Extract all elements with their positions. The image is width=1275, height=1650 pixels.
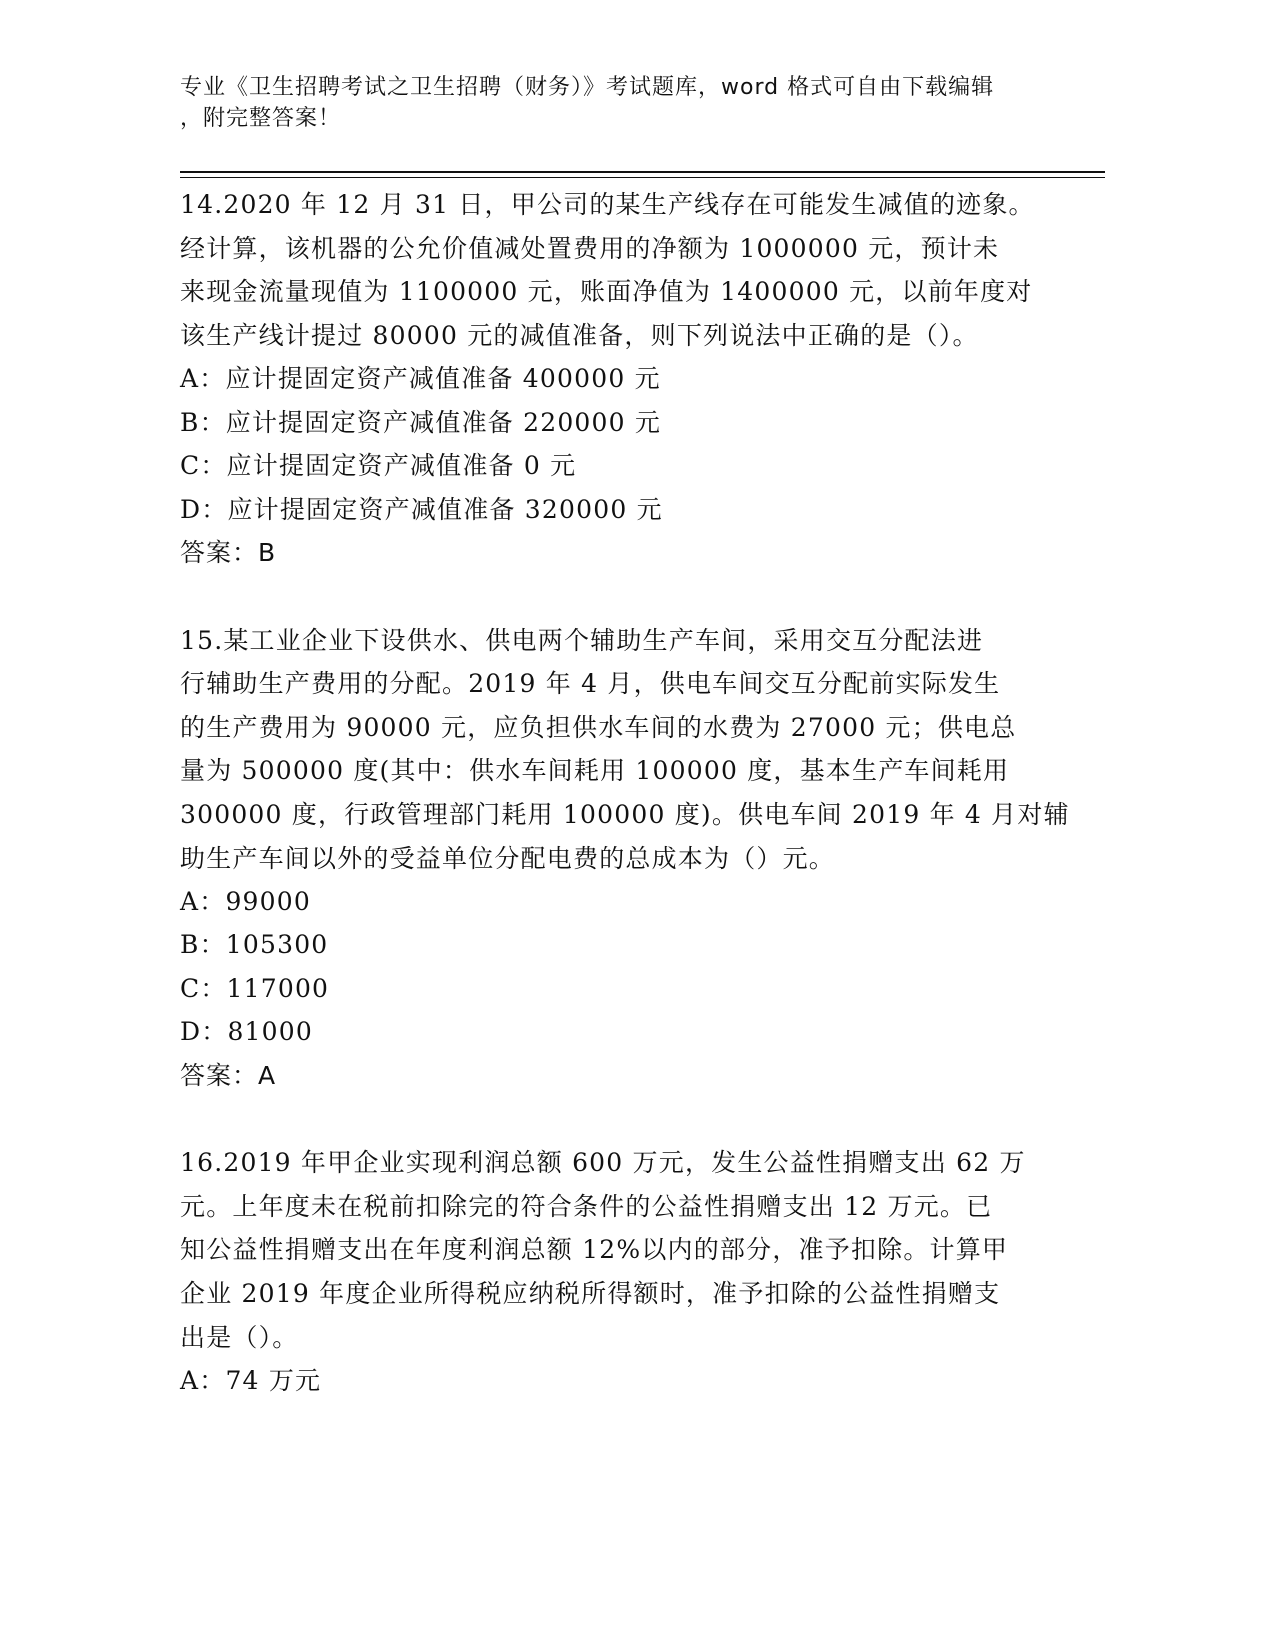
stem-line: 来现金流量现值为 1100000 元，账面净值为 1400000 元，以前年度对: [180, 277, 1033, 307]
question-stem: [180, 1141, 1110, 1359]
stem-line: 量为 500000 度(其中：供水车间耗用 100000 度，基本生产车间耗用: [180, 756, 1010, 786]
stem-line: 经计算，该机器的公允价值减处置费用的净额为 1000000 元，预计未: [180, 233, 1000, 263]
header-divider-thick: [180, 171, 1105, 173]
question-spacer: [180, 575, 1110, 619]
option-d: D：81000: [180, 1017, 313, 1047]
option-a: A：74 万元: [180, 1366, 322, 1396]
question-15: [180, 619, 1110, 1098]
question-stem: [180, 619, 1110, 881]
stem-line: 企业 2019 年度企业所得税应纳税所得额时，准予扣除的公益性捐赠支: [180, 1279, 1001, 1309]
option-a: A：应计提固定资产减值准备 400000 元: [180, 364, 661, 394]
stem-line: 15.某工业企业下设供水、供电两个辅助生产车间，采用交互分配法进: [180, 625, 984, 655]
question-spacer: [180, 1097, 1110, 1141]
header-divider-thin: [180, 177, 1105, 178]
stem-line: 出是（）。: [180, 1322, 299, 1352]
stem-line: 行辅助生产费用的分配。2019 年 4 月，供电车间交互分配前实际发生: [180, 669, 1001, 699]
header-line-2: ，附完整答案！: [180, 106, 342, 131]
option-b: B：应计提固定资产减值准备 220000 元: [180, 407, 662, 437]
answer-line: 答案：A: [180, 1060, 277, 1090]
answer-line: 答案：B: [180, 537, 277, 567]
stem-line: 该生产线计提过 80000 元的减值准备，则下列说法中正确的是（）。: [180, 320, 979, 350]
question-16: [180, 1141, 1110, 1402]
option-d: D：应计提固定资产减值准备 320000 元: [180, 494, 663, 524]
question-list: [180, 183, 1110, 1403]
option-a: A：99000: [180, 887, 311, 917]
question-stem: [180, 183, 1110, 357]
option-c: C：117000: [180, 973, 330, 1003]
document-header: [180, 72, 1060, 134]
stem-line: 14.2020 年 12 月 31 日，甲公司的某生产线存在可能发生减值的迹象。: [180, 190, 1035, 219]
header-line-1: 专业《卫生招聘考试之卫生招聘（财务）》考试题库，word 格式可自由下载编辑: [180, 75, 995, 100]
option-b: B：105300: [180, 930, 329, 960]
stem-line: 300000 度，行政管理部门耗用 100000 度)。供电车间 2019 年 4 月对辅: [180, 799, 1070, 829]
stem-line: 16.2019 年甲企业实现利润总额 600 万元，发生公益性捐赠支出 62 万: [180, 1148, 1026, 1178]
stem-line: 的生产费用为 90000 元，应负担供水车间的水费为 27000 元；供电总: [180, 712, 1017, 742]
question-14: [180, 183, 1110, 575]
stem-line: 助生产车间以外的受益单位分配电费的总成本为（）元。: [180, 843, 836, 873]
stem-line: 元。上年度未在税前扣除完的符合条件的公益性捐赠支出 12 万元。已: [180, 1191, 993, 1221]
stem-line: 知公益性捐赠支出在年度利润总额 12%以内的部分，准予扣除。计算甲: [180, 1235, 1009, 1265]
option-c: C：应计提固定资产减值准备 0 元: [180, 451, 577, 481]
